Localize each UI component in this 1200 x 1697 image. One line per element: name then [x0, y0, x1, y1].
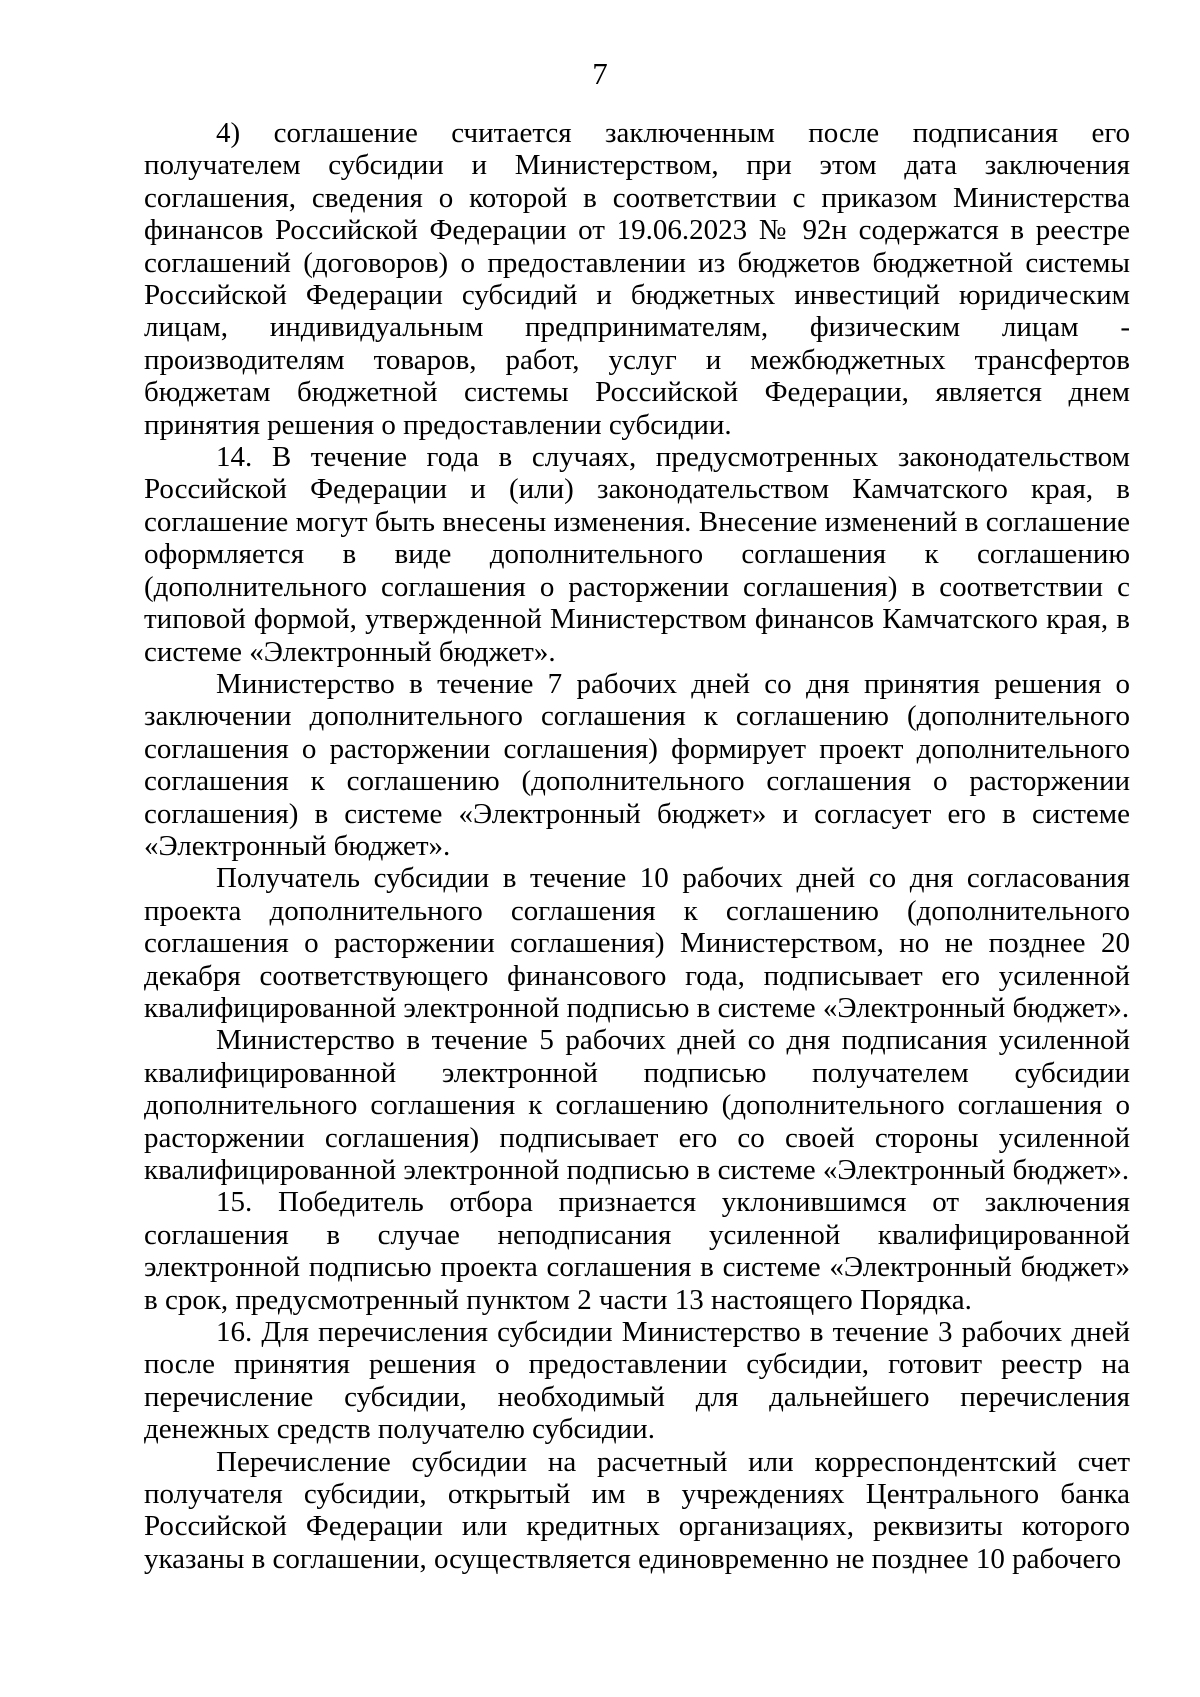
paragraph-14-amendments: 14. В течение года в случаях, предусмотренных законодательством Российской Федерации и (или) законодательством Камчатского края, в соглашение могут быть внесены изменения. Внесение изменений в соглашение оформляется в виде дополнительного соглашения к соглашению (дополнительного соглашения о расторжении соглашения) в соответствии с типовой формой, утвержденной Министерством финансов Камчатского края, в системе «Электронный бюджет».: [144, 441, 1130, 668]
page-number: 7: [592, 56, 608, 91]
paragraph-16-registry: 16. Для перечисления субсидии Министерство в течение 3 рабочих дней после принятия решения о предоставлении субсидии, готовит реестр на перечисление субсидии, необходимый для дальнейшего перечисления денежных средств получателю субсидии.: [144, 1316, 1130, 1446]
document-body: [144, 117, 1130, 1575]
paragraph-transfer-account: Перечисление субсидии на расчетный или корреспондентский счет получателя субсидии, открытый им в учреждениях Центрального банка Российской Федерации или кредитных организациях, реквизиты которого указаны в соглашении, осуществляется единовременно не позднее 10 рабочего: [144, 1445, 1130, 1575]
paragraph-signing-conclusion: 4) соглашение считается заключенным после подписания его получателем субсидии и Министерством, при этом дата заключения соглашения, сведения о которой в соответствии с приказом Министерства финансов Российской Федерации от 19.06.2023 № 92н содержатся в реестре соглашений (договоров) о предоставлении из бюджетов бюджетной системы Российской Федерации субсидий и бюджетных инвестиций юридическим лицам, индивидуальным предпринимателям, физическим лицам - производителям товаров, работ, услуг и межбюджетных трансфертов бюджетам бюджетной системы Российской Федерации, является днем принятия решения о предоставлении субсидии.: [144, 117, 1130, 441]
paragraph-ministry-signing: Министерство в течение 5 рабочих дней со дня подписания усиленной квалифицированной электронной подписью получателем субсидии дополнительного соглашения к соглашению (дополнительного соглашения о расторжении соглашения) подписывает его со своей стороны усиленной квалифицированной электронной подписью в системе «Электронный бюджет».: [144, 1024, 1130, 1186]
paragraph-15-evasion: 15. Победитель отбора признается уклонившимся от заключения соглашения в случае неподписания усиленной квалифицированной электронной подписью проекта соглашения в системе «Электронный бюджет» в срок, предусмотренный пунктом 2 части 13 настоящего Порядка.: [144, 1186, 1130, 1316]
paragraph-recipient-signing: Получатель субсидии в течение 10 рабочих дней со дня согласования проекта дополнительного соглашения к соглашению (дополнительного соглашения о расторжении соглашения) Министерством, но не позднее 20 декабря соответствующего финансового года, подписывает его усиленной квалифицированной электронной подписью в системе «Электронный бюджет».: [144, 862, 1130, 1024]
paragraph-ministry-draft-amendment: Министерство в течение 7 рабочих дней со дня принятия решения о заключении дополнительного соглашения к соглашению (дополнительного соглашения о расторжении соглашения) формирует проект дополнительного соглашения к соглашению (дополнительного соглашения о расторжении соглашения) в системе «Электронный бюджет» и согласует его в системе «Электронный бюджет».: [144, 667, 1130, 862]
